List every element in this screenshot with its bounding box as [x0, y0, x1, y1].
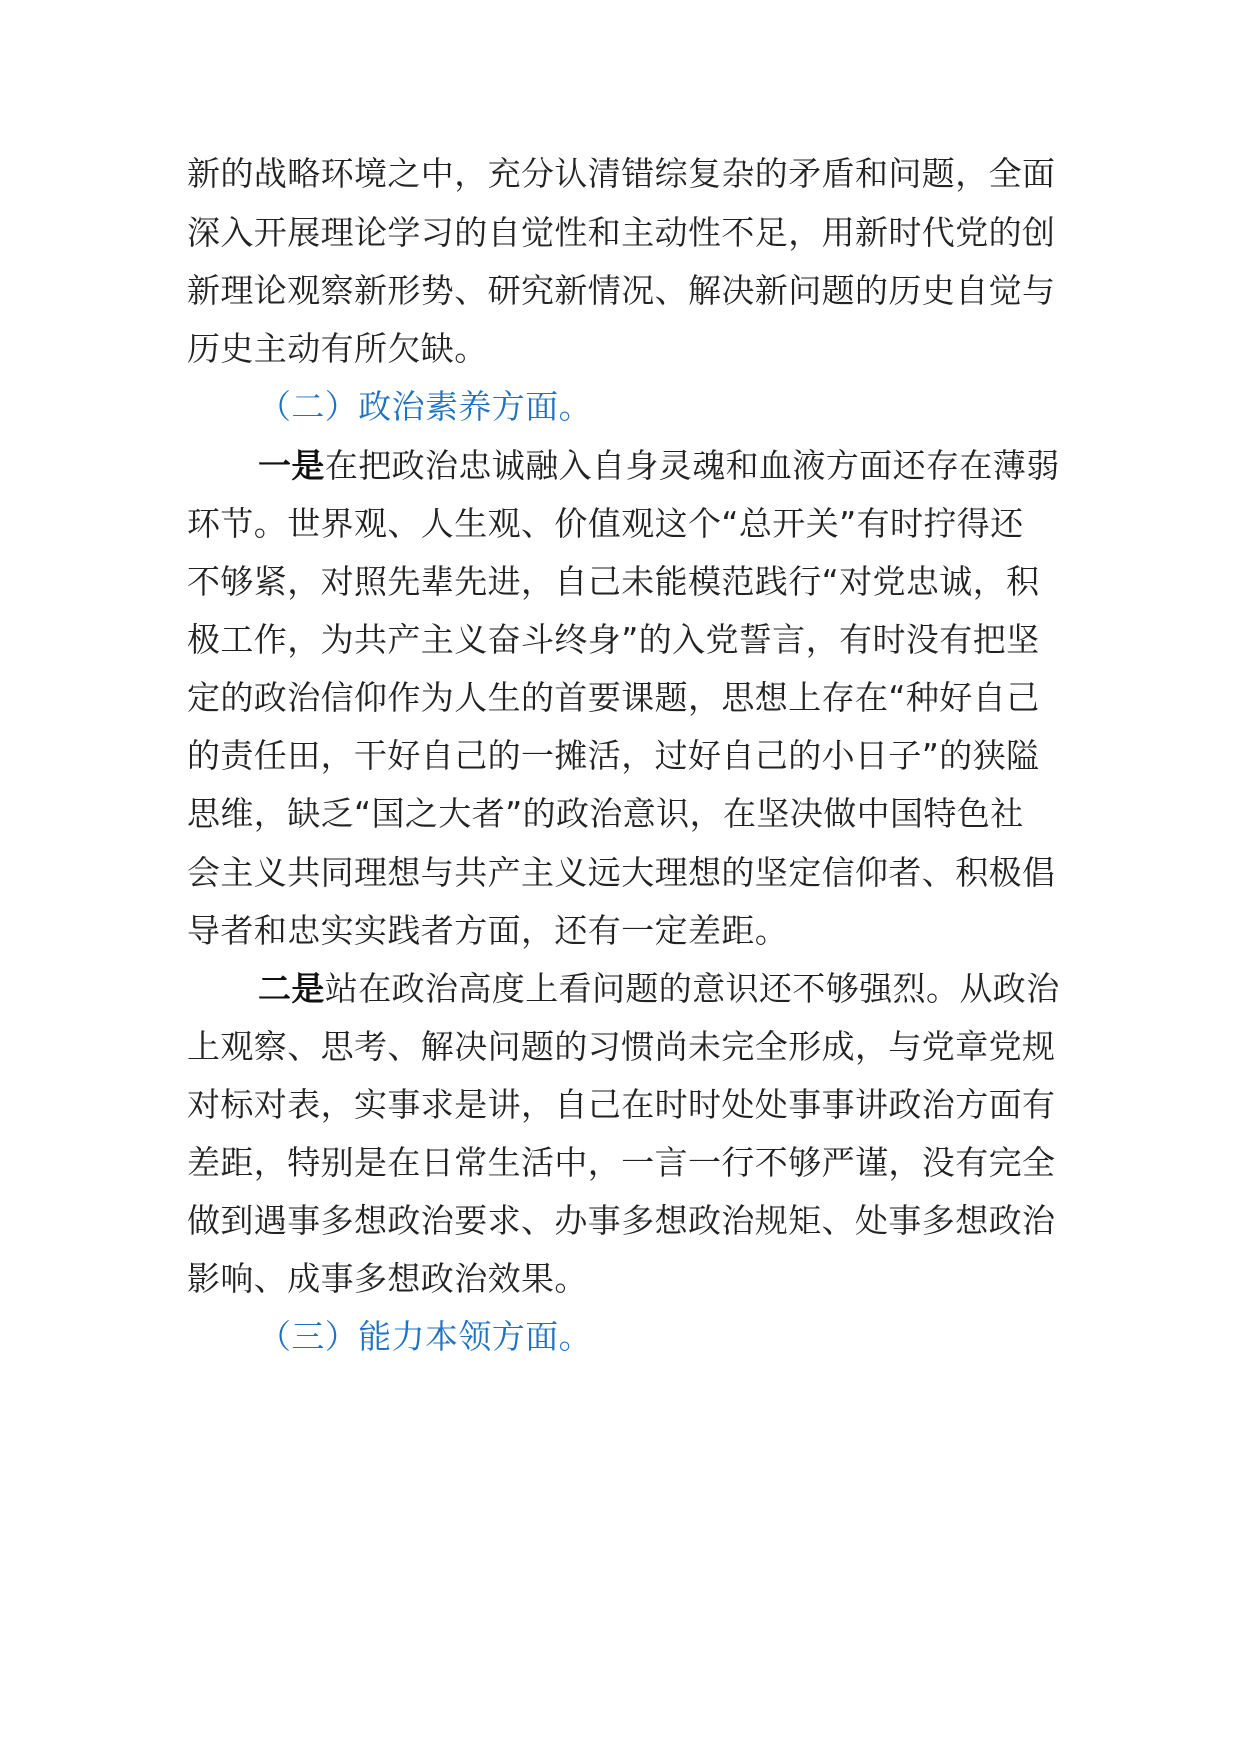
section-heading-2: （二）政治素养方面。 [258, 387, 592, 426]
body-text-line: 导者和忠实实践者方面，还有一定差距。 [187, 911, 789, 950]
body-text-line: 新的战略环境之中，充分认清错综复杂的矛盾和问题，全面 [187, 154, 1056, 193]
item-2-lead: 二是 [258, 969, 325, 1008]
body-text-line: 深入开展理论学习的自觉性和主动性不足，用新时代党的创 [187, 213, 1056, 252]
body-text-line: 定的政治信仰作为人生的首要课题，思想上存在“种好自己 [187, 678, 1040, 717]
body-text-line: 的责任田，干好自己的一摊活，过好自己的小日子”的狭隘 [187, 736, 1040, 775]
body-text-line: 做到遇事多想政治要求、办事多想政治规矩、处事多想政治 [187, 1201, 1056, 1240]
item-1-lead: 一是 [258, 446, 325, 485]
body-text-line: 对标对表，实事求是讲，自己在时时处处事事讲政治方面有 [187, 1085, 1056, 1124]
body-text-line: 不够紧，对照先辈先进，自己未能模范践行“对党忠诚，积 [187, 562, 1040, 601]
item-1-first-line [258, 446, 1060, 486]
body-text-line: 思维，缺乏“国之大者”的政治意识，在坚决做中国特色社 [187, 794, 1024, 833]
body-text-line: 极工作，为共产主义奋斗终身”的入党誓言，有时没有把坚 [187, 620, 1040, 659]
body-text-line: 环节。世界观、人生观、价值观这个“总开关”有时拧得还 [187, 504, 1024, 543]
body-text-line: 会主义共同理想与共产主义远大理想的坚定信仰者、积极倡 [187, 853, 1056, 892]
body-text-line: 上观察、思考、解决问题的习惯尚未完全形成，与党章党规 [187, 1027, 1056, 1066]
item-2-first-line [258, 969, 1060, 1009]
body-text-line: 新理论观察新形势、研究新情况、解决新问题的历史自觉与 [187, 271, 1056, 310]
item-1-text: 在把政治忠诚融入自身灵魂和血液方面还存在薄弱 [324, 446, 1060, 485]
section-heading-3: （三）能力本领方面。 [258, 1317, 592, 1356]
body-text-line: 影响、成事多想政治效果。 [187, 1259, 588, 1298]
item-2-text: 站在政治高度上看问题的意识还不够强烈。从政治 [324, 969, 1060, 1008]
body-text-line: 历史主动有所欠缺。 [187, 329, 488, 368]
body-text-line: 差距，特别是在日常生活中，一言一行不够严谨，没有完全 [187, 1143, 1056, 1182]
